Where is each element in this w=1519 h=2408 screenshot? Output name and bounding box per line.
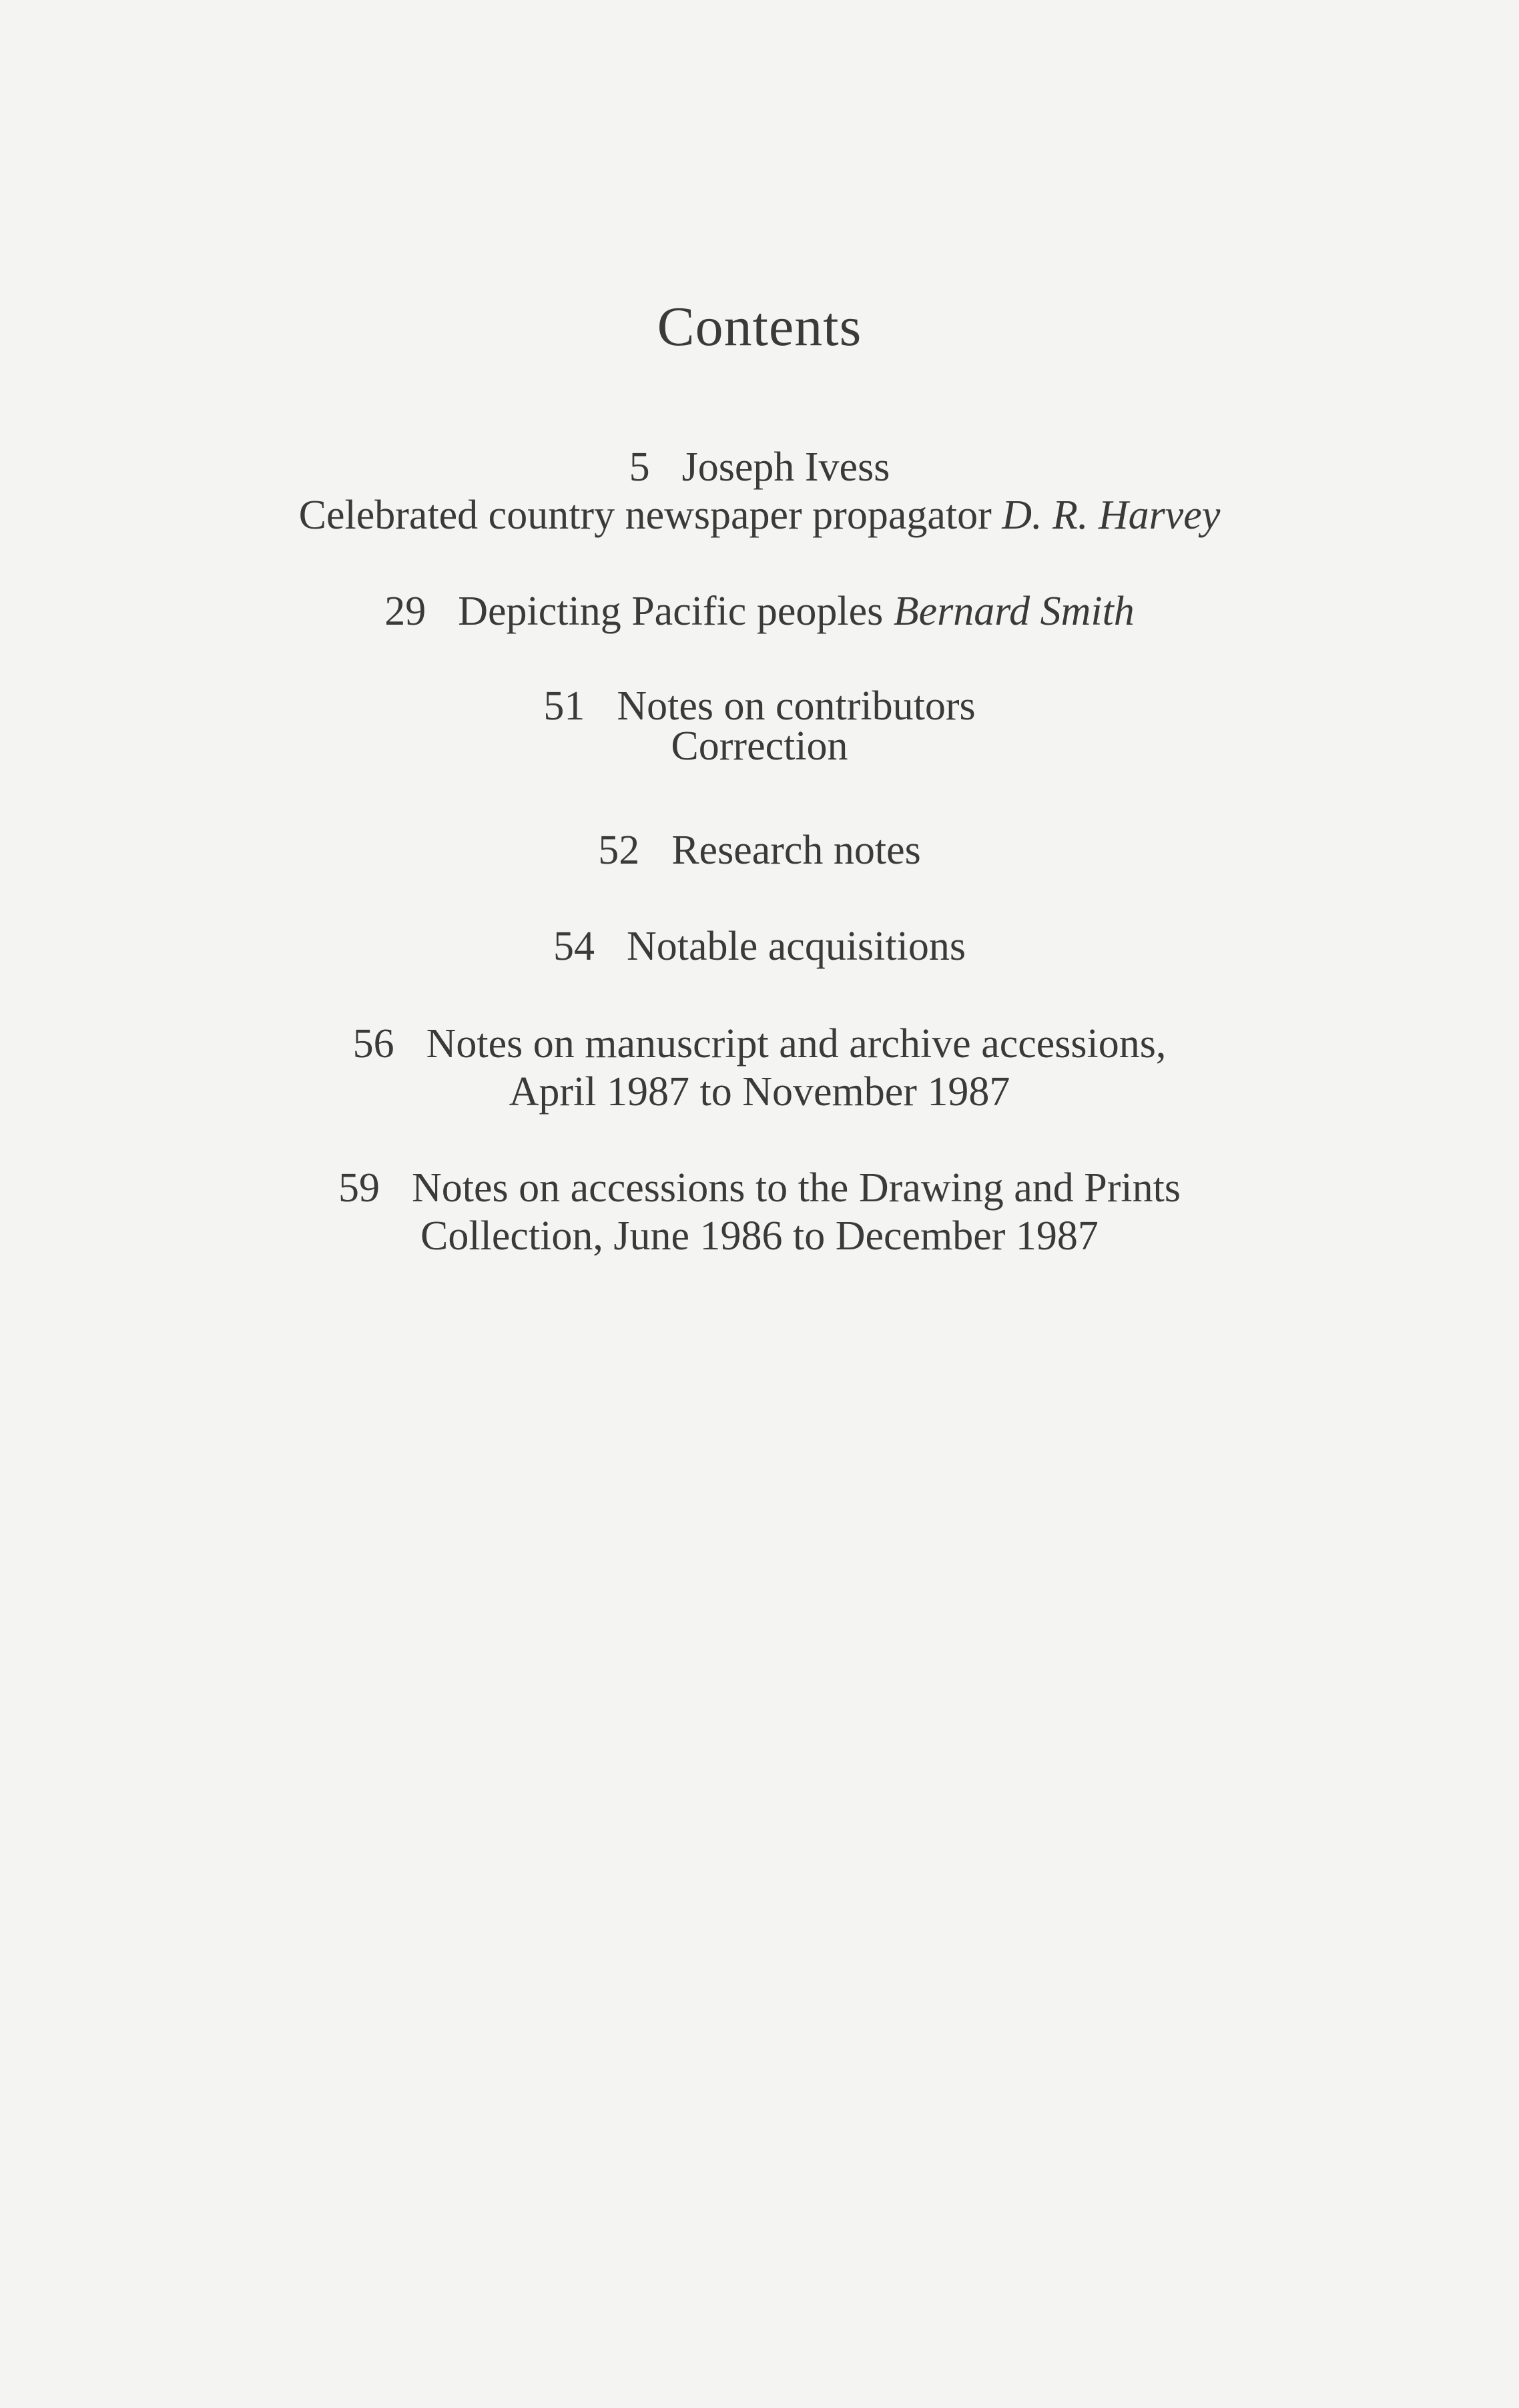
toc-entry-subline — [0, 722, 1519, 770]
toc-entry-author: D. R. Harvey — [1002, 493, 1221, 538]
toc-entry-title: Depicting Pacific peoples — [458, 589, 884, 634]
toc-entry-subtitle: Celebrated country newspaper propagator — [298, 493, 992, 538]
toc-entry-subtitle: April 1987 to November 1987 — [509, 1069, 1010, 1115]
toc-entry-heading — [0, 1020, 1519, 1068]
toc-page-number: 5 — [629, 444, 650, 490]
toc-entry-drawing-prints-accessions — [0, 1164, 1519, 1260]
toc-entry-subtitle: Collection, June 1986 to December 1987 — [420, 1213, 1099, 1259]
toc-entry-heading — [0, 922, 1519, 970]
toc-entry-notes-on-contributors — [0, 682, 1519, 770]
page-title: Contents — [657, 296, 862, 358]
toc-entry-title: Research notes — [671, 828, 921, 873]
toc-entry-title: Notes on contributors — [617, 683, 976, 729]
toc-entry-title: Joseph Ivess — [681, 444, 890, 490]
toc-page-number: 56 — [352, 1021, 394, 1067]
toc-entry-title: Notes on manuscript and archive accessions, — [426, 1021, 1167, 1067]
toc-entry-heading — [0, 443, 1519, 491]
toc-entry-notable-acquisitions — [0, 922, 1519, 970]
toc-entry-heading — [0, 1164, 1519, 1212]
toc-page-number: 59 — [338, 1165, 380, 1211]
toc-entry-depicting-pacific-peoples — [0, 587, 1519, 635]
toc-entry-research-notes — [0, 826, 1519, 874]
toc-page-number: 54 — [553, 924, 595, 969]
toc-entry-joseph-ivess — [0, 443, 1519, 539]
toc-entry-subtitle: Correction — [671, 723, 848, 769]
toc-page-number: 51 — [543, 683, 585, 729]
toc-entry-title: Notes on accessions to the Drawing and Prints — [412, 1165, 1181, 1211]
toc-entry-heading — [0, 826, 1519, 874]
toc-page-number: 52 — [598, 828, 640, 873]
toc-entry-manuscript-accessions — [0, 1020, 1519, 1116]
toc-entry-subline — [0, 1068, 1519, 1116]
toc-entry-subline — [0, 1212, 1519, 1260]
toc-entry-author: Bernard Smith — [893, 589, 1135, 634]
toc-entry-title: Notable acquisitions — [627, 924, 966, 969]
toc-entry-subline — [0, 491, 1519, 539]
toc-entry-heading — [0, 587, 1519, 635]
toc-page-number: 29 — [384, 589, 426, 634]
